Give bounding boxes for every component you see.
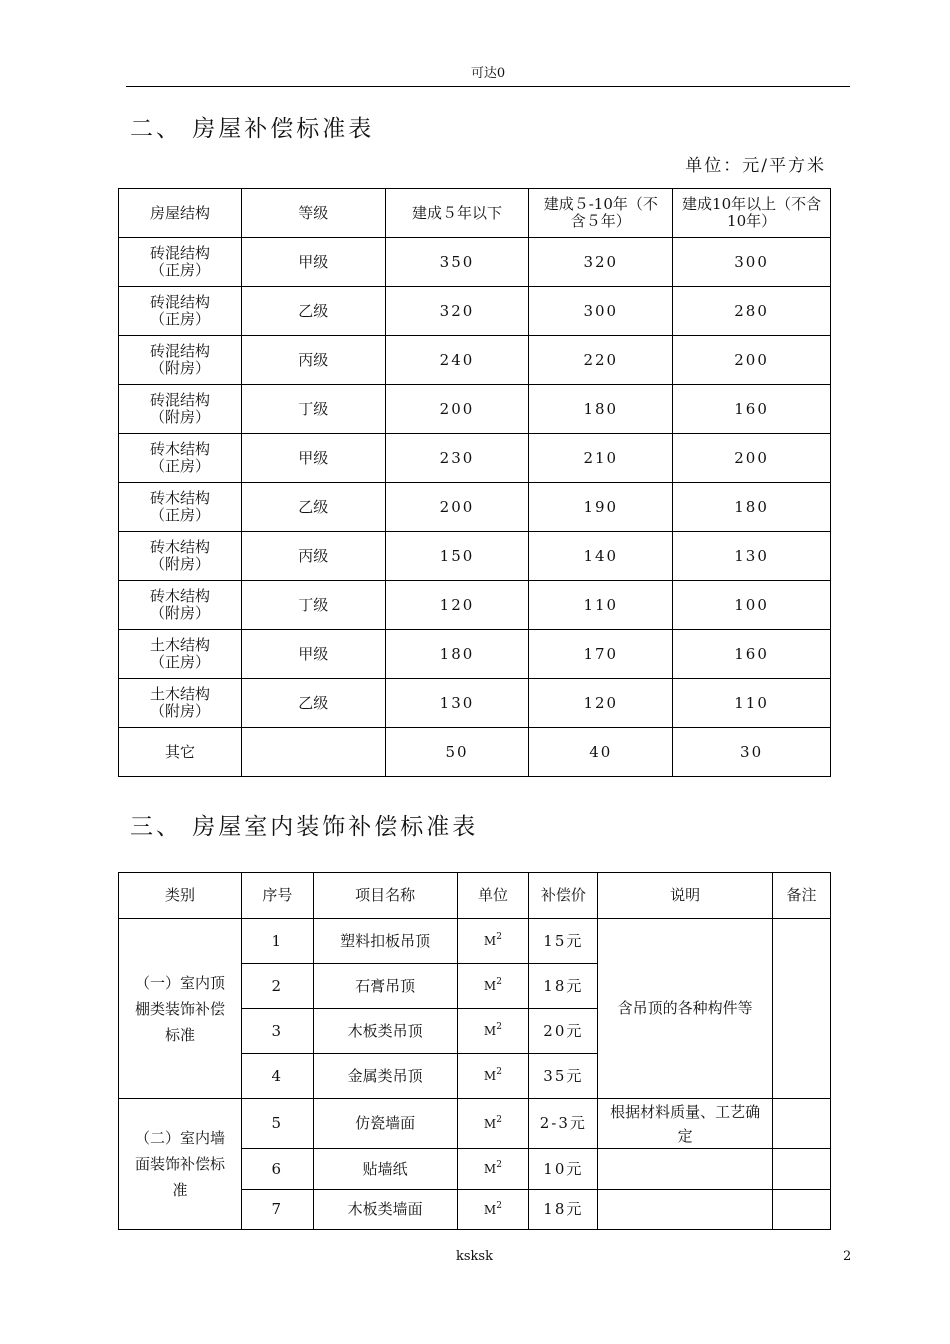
footer-text: ksksk — [456, 1249, 493, 1264]
table-cell: 40 — [529, 728, 673, 777]
table-cell: 300 — [673, 238, 831, 287]
table-cell: 220 — [529, 336, 673, 385]
table-cell: 210 — [529, 434, 673, 483]
table-row — [119, 287, 831, 336]
table-cell: 170 — [529, 630, 673, 679]
item-price: 18元 — [529, 964, 598, 1009]
unit-symbol: M — [483, 1162, 497, 1176]
table-cell: 其它 — [119, 728, 242, 777]
table-cell: 240 — [385, 336, 529, 385]
table-row — [119, 679, 831, 728]
unit-symbol: M — [483, 979, 497, 993]
note-cell — [598, 1190, 773, 1230]
header-cell: 备注 — [773, 873, 831, 919]
item-price: 10元 — [529, 1149, 598, 1190]
note-cell: 根据材料质量、工艺确定 — [598, 1099, 773, 1149]
unit-exponent: 2 — [496, 1067, 502, 1077]
table-row — [119, 532, 831, 581]
table-cell: 230 — [385, 434, 529, 483]
table-cell: 180 — [385, 630, 529, 679]
item-no: 2 — [241, 964, 313, 1009]
unit-cell — [457, 1190, 529, 1230]
unit-exponent: 2 — [496, 1022, 502, 1032]
unit-exponent: 2 — [496, 1160, 502, 1170]
unit-symbol: M — [483, 1069, 497, 1083]
remark-cell — [773, 1190, 831, 1230]
table-cell: 130 — [385, 679, 529, 728]
section2-title: 二、 房屋补偿标准表 — [130, 116, 375, 142]
table-row — [119, 238, 831, 287]
table-cell: 砖混结构（正房） — [119, 287, 242, 336]
table-cell: 280 — [673, 287, 831, 336]
unit-cell — [457, 1009, 529, 1054]
unit-exponent: 2 — [496, 1114, 502, 1125]
table-row — [119, 581, 831, 630]
remark-cell — [773, 1149, 831, 1190]
header-cell: 项目名称 — [313, 873, 457, 919]
item-name: 石膏吊顶 — [313, 964, 457, 1009]
remark-cell — [773, 919, 831, 1099]
table-cell: 160 — [673, 630, 831, 679]
table-cell: 30 — [673, 728, 831, 777]
table-cell: 甲级 — [241, 630, 385, 679]
table-header-row — [119, 873, 831, 919]
category-cell: （一）室内顶棚类装饰补偿标准 — [119, 919, 242, 1099]
table-cell — [241, 728, 385, 777]
table-cell: 砖木结构（正房） — [119, 434, 242, 483]
category-cell: （二）室内墙面装饰补偿标准 — [119, 1099, 242, 1230]
table-cell: 乙级 — [241, 679, 385, 728]
table-cell: 160 — [673, 385, 831, 434]
table-row — [119, 630, 831, 679]
table-cell: 甲级 — [241, 434, 385, 483]
table-cell: 甲级 — [241, 238, 385, 287]
house-compensation-table — [118, 188, 831, 777]
table-cell: 100 — [673, 581, 831, 630]
header-cell: 房屋结构 — [119, 189, 242, 238]
unit-symbol: M — [483, 1116, 497, 1131]
unit-cell — [457, 1054, 529, 1099]
table-cell: 200 — [385, 385, 529, 434]
table-cell: 120 — [529, 679, 673, 728]
table-cell: 土木结构（附房） — [119, 679, 242, 728]
header-cell: 单位 — [457, 873, 529, 919]
table-cell: 150 — [385, 532, 529, 581]
table-row — [119, 434, 831, 483]
item-no: 5 — [241, 1099, 313, 1149]
section3-title: 三、 房屋室内装饰补偿标准表 — [130, 814, 479, 840]
item-name: 贴墙纸 — [313, 1149, 457, 1190]
table-cell: 砖混结构（附房） — [119, 385, 242, 434]
item-price: 2-3元 — [529, 1099, 598, 1149]
table-cell: 140 — [529, 532, 673, 581]
table-cell: 丙级 — [241, 336, 385, 385]
table-cell: 320 — [529, 238, 673, 287]
table-cell: 130 — [673, 532, 831, 581]
unit-symbol: M — [483, 1202, 497, 1217]
item-price: 35元 — [529, 1054, 598, 1099]
table-cell: 砖木结构（附房） — [119, 581, 242, 630]
table-cell: 180 — [673, 483, 831, 532]
header-cell: 说明 — [598, 873, 773, 919]
note-cell — [598, 1149, 773, 1190]
table-row — [119, 919, 831, 964]
item-no: 4 — [241, 1054, 313, 1099]
item-price: 20元 — [529, 1009, 598, 1054]
item-name: 木板类吊顶 — [313, 1009, 457, 1054]
table-cell: 110 — [673, 679, 831, 728]
table-cell: 丁级 — [241, 385, 385, 434]
table-cell: 120 — [385, 581, 529, 630]
table-cell: 砖混结构（附房） — [119, 336, 242, 385]
table-row — [119, 728, 831, 777]
unit-symbol: M — [483, 1024, 497, 1038]
unit-cell — [457, 964, 529, 1009]
table-cell: 200 — [673, 336, 831, 385]
table-row — [119, 1099, 831, 1149]
table-cell: 300 — [529, 287, 673, 336]
table-cell: 砖混结构（正房） — [119, 238, 242, 287]
page-header: 可达0 — [126, 64, 850, 87]
decoration-compensation-table — [118, 872, 831, 1230]
table-row — [119, 385, 831, 434]
table-header-row — [119, 189, 831, 238]
unit-exponent: 2 — [496, 977, 502, 987]
unit-cell — [457, 919, 529, 964]
item-no: 6 — [241, 1149, 313, 1190]
item-name: 塑料扣板吊顶 — [313, 919, 457, 964]
table-row — [119, 483, 831, 532]
table-cell: 110 — [529, 581, 673, 630]
header-cell: 补偿价 — [529, 873, 598, 919]
unit-symbol: M — [483, 934, 497, 948]
table-cell: 50 — [385, 728, 529, 777]
item-no: 1 — [241, 919, 313, 964]
unit-label: 单位：元/平方米 — [685, 156, 826, 176]
table-cell: 丁级 — [241, 581, 385, 630]
table-cell: 砖木结构（附房） — [119, 532, 242, 581]
page-number: 2 — [843, 1249, 852, 1264]
table-cell: 190 — [529, 483, 673, 532]
item-no: 7 — [241, 1190, 313, 1230]
header-cell: 序号 — [241, 873, 313, 919]
table-cell: 乙级 — [241, 483, 385, 532]
table-cell: 丙级 — [241, 532, 385, 581]
unit-cell — [457, 1149, 529, 1190]
remark-cell — [773, 1099, 831, 1149]
table-cell: 350 — [385, 238, 529, 287]
header-cell: 类别 — [119, 873, 242, 919]
item-price: 18元 — [529, 1190, 598, 1230]
table-cell: 乙级 — [241, 287, 385, 336]
item-price: 15元 — [529, 919, 598, 964]
header-cell: 建成10年以上（不含10年） — [673, 189, 831, 238]
table-cell: 200 — [385, 483, 529, 532]
header-cell: 等级 — [241, 189, 385, 238]
item-name: 金属类吊顶 — [313, 1054, 457, 1099]
table-cell: 320 — [385, 287, 529, 336]
table-cell: 200 — [673, 434, 831, 483]
header-cell: 建成５年以下 — [385, 189, 529, 238]
item-no: 3 — [241, 1009, 313, 1054]
note-cell: 含吊顶的各种构件等 — [598, 919, 773, 1099]
unit-cell — [457, 1099, 529, 1149]
table-cell: 180 — [529, 385, 673, 434]
header-cell: 建成５-10年（不含５年） — [529, 189, 673, 238]
table-cell: 土木结构（正房） — [119, 630, 242, 679]
item-name: 木板类墙面 — [313, 1190, 457, 1230]
unit-exponent: 2 — [496, 1200, 502, 1211]
item-name: 仿瓷墙面 — [313, 1099, 457, 1149]
table-cell: 砖木结构（正房） — [119, 483, 242, 532]
unit-exponent: 2 — [496, 932, 502, 942]
table-row — [119, 336, 831, 385]
